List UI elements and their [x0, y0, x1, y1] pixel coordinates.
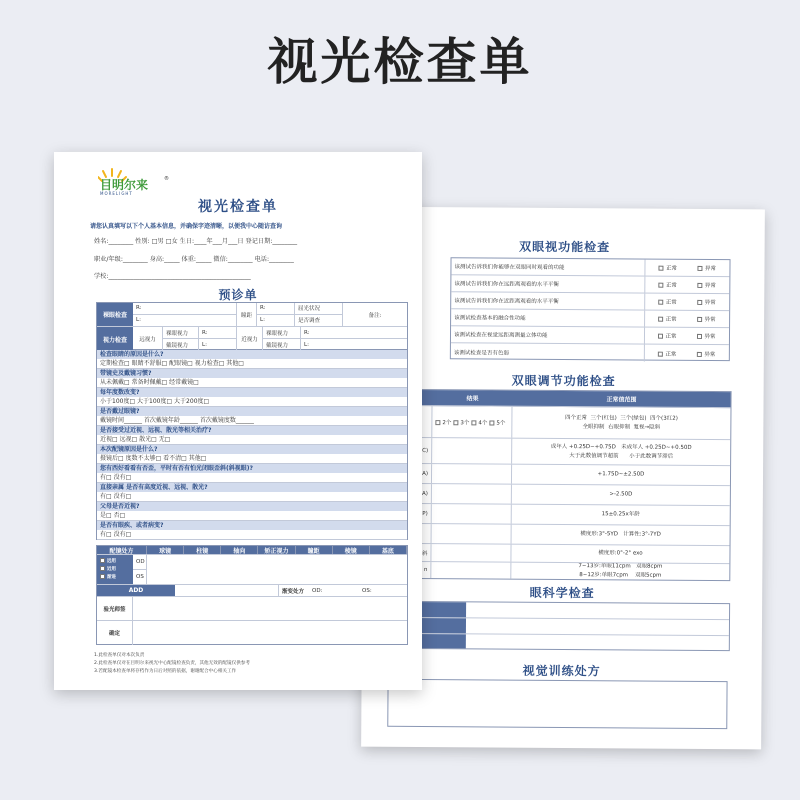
abnormal-checkbox[interactable]: [698, 264, 716, 272]
vision-training-title: 视觉训练处方: [522, 663, 601, 679]
accom-range: 横度形:3°-5YD 计算性:3°-7YD: [580, 531, 661, 538]
result-option-label: 4个: [478, 419, 488, 426]
rx-header: 棱镜: [333, 546, 370, 554]
ophthalmology-section-title: 眼科学检查: [529, 585, 595, 601]
normal-label: 正常: [665, 333, 677, 340]
registered-mark: ®: [164, 176, 169, 182]
answer-options[interactable]: 近视□ 远视□ 散光□ 无□: [100, 436, 171, 443]
vision-exam-table: [96, 302, 408, 350]
result-option-label: 5个: [496, 420, 506, 427]
answer-options[interactable]: 有□ 没有□: [100, 531, 132, 538]
prediagnosis-title: 预诊单: [218, 288, 258, 302]
question-text: 每年度数改变?: [97, 388, 407, 397]
question-text: 检查眼睛的原因是什么?: [97, 350, 407, 359]
accom-result[interactable]: [432, 524, 512, 544]
form-notice: 请您认真填写以下个人基本信息，并确保字迹清晰，以便我中心随访查询: [90, 223, 283, 230]
answer-options[interactable]: 小于100度□ 大于100度□ 大于200度□: [100, 398, 210, 405]
rx-os: OS: [136, 573, 144, 580]
result-option[interactable]: [435, 418, 451, 426]
os-label[interactable]: OS:: [362, 587, 372, 594]
accom-range: >-2.50D: [609, 491, 633, 498]
binocular-result: [645, 260, 729, 277]
far-vision: 远视力: [133, 327, 163, 351]
near-vision: 近视力: [237, 327, 263, 351]
normal-checkbox[interactable]: [659, 281, 677, 289]
rx-option[interactable]: [100, 566, 116, 574]
accom-left: P): [362, 504, 432, 523]
footnote-3: 3.若配镜本检查单将存档作为日后对照的依据，谢谢配合中心相关工作: [94, 669, 237, 674]
info-line-1[interactable]: 姓名:________ 性别: □男 □女 生日:____年___月___日 登记日期:________: [94, 238, 298, 245]
far-bare: 裸眼视力: [163, 327, 198, 339]
question-text: 直接亲属 是否有高度近视、远视、散光?: [97, 483, 407, 492]
near-l[interactable]: L:: [304, 342, 309, 348]
abnormal-label: 异常: [704, 299, 716, 307]
add-label: ADD: [97, 585, 175, 596]
question-block: [97, 350, 407, 369]
result-option[interactable]: [471, 418, 487, 426]
abnormal-checkbox[interactable]: [697, 332, 715, 340]
logo-text: 目明尔来: [100, 178, 149, 192]
accom-range: 四个正常 三个(红包) 三个(绿包) 四个(3红2) 全眼抑制 右眼抑制 复视→隐斜: [564, 414, 678, 431]
range-header: 正常值范围: [606, 396, 637, 404]
binocular-section-title: 双眼视功能检查: [519, 239, 611, 255]
pd-l[interactable]: L:: [260, 317, 265, 324]
result-header: 结果: [466, 395, 479, 403]
question-block: [97, 388, 407, 407]
question-block: [97, 521, 407, 540]
answer-options[interactable]: 是□ 否□: [100, 512, 126, 519]
accom-range: +1.75D~±2.50D: [597, 471, 645, 478]
normal-label: 正常: [665, 299, 677, 306]
abnormal-checkbox[interactable]: [698, 281, 716, 289]
form-title: 视光检查单: [198, 199, 278, 215]
binocular-result: [645, 345, 729, 363]
footnote-1: 1.此检查单仅对本次负责: [94, 653, 145, 658]
rx-option[interactable]: [100, 558, 116, 566]
binocular-row: [451, 326, 729, 345]
pre-row-label: 裸眼检查: [97, 303, 133, 326]
rx-option-label: 渐进: [107, 574, 116, 580]
pd-label: 瞳距: [237, 303, 257, 326]
answer-options[interactable]: 从未佩戴□ 常备时佩戴□ 经常戴镜□: [100, 379, 199, 386]
binocular-desc: 该测试告诉我们你能够在双眼同时观看的功能: [451, 258, 645, 275]
result-option-label: 3个: [460, 419, 470, 426]
pd-rx-label: 渐变处方: [282, 588, 305, 595]
normal-checkbox[interactable]: [658, 332, 676, 340]
vision-training-box[interactable]: [387, 679, 727, 729]
abnormal-label: 异常: [704, 282, 716, 290]
question-text: 本次配镜原因是什么?: [97, 445, 407, 454]
question-text: 是否戴过眼镜?: [97, 407, 407, 416]
normal-label: 正常: [665, 351, 677, 358]
add-value[interactable]: [175, 585, 279, 596]
rx-header: 柱镜: [184, 546, 221, 554]
question-block: [97, 464, 407, 483]
rx-header: 配镜处方: [97, 546, 147, 554]
normal-label: 正常: [665, 265, 677, 272]
question-text: 您有西好看看有否歪，平时有否有怕光闭眼歪斜(斜视眼)?: [97, 464, 407, 473]
info-line-2[interactable]: 职业/年级:________ 身高:_____ 体重:_____ 微信:________ 电话:________: [94, 256, 294, 263]
accom-range: 横度形:0°-2° exo: [598, 550, 643, 557]
page-title: 视光检查单: [267, 33, 533, 91]
pd-r[interactable]: R:: [257, 303, 294, 315]
refraction-status: 屈光状况: [295, 303, 342, 315]
far-l[interactable]: L:: [202, 342, 207, 348]
normal-label: 正常: [665, 316, 677, 323]
rx-option-label: 近用: [107, 566, 116, 572]
accom-result[interactable]: [431, 562, 511, 579]
pre-row-label: 视力检查: [97, 327, 133, 351]
question-text: 带镜史及戴镜习惯?: [97, 369, 407, 378]
binocular-desc: 该测试检查在视觉远距离测量立体功能: [451, 326, 645, 343]
question-block: [97, 407, 407, 426]
question-block: [97, 502, 407, 521]
result-option-label: 2个: [442, 419, 452, 426]
near-r[interactable]: R:: [301, 327, 407, 339]
question-text: 是否有眼疾、或者病变?: [97, 521, 407, 530]
abnormal-label: 异常: [704, 351, 716, 358]
question-block: [97, 369, 407, 388]
accom-range: 15±0.25x年龄: [601, 511, 640, 518]
questionnaire: [96, 350, 408, 540]
accommodation-section-title: 双眼调节功能检查: [511, 373, 616, 389]
question-block: [97, 445, 407, 464]
accom-left: n: [361, 562, 431, 578]
remark-label[interactable]: 备注:: [368, 312, 382, 319]
abnormal-checkbox[interactable]: [698, 298, 716, 306]
logo-subtext: MORELIGHT: [100, 191, 133, 196]
answer-options[interactable]: 摄镜后□ 度数不太够□ 看不清□ 其他□: [100, 455, 207, 462]
normal-checkbox[interactable]: [658, 349, 676, 357]
accom-range: 成年人 +0.25D~+0.75D 未成年人 +0.25D~+0.50D 大于此数值调节超前 小于此数调节滞后: [550, 443, 692, 460]
binocular-result: [645, 294, 729, 311]
rx-header: 瞳距: [296, 546, 333, 554]
answer-options[interactable]: 有□ 没有□: [100, 493, 132, 500]
accom-result[interactable]: [431, 544, 511, 562]
answer-options[interactable]: 戴镜时间______ 首次戴镜年龄______ 首次戴镜度数______: [100, 417, 254, 424]
binocular-result: [645, 277, 729, 294]
accom-result[interactable]: [432, 406, 512, 438]
binocular-result: [645, 311, 729, 328]
abnormal-checkbox[interactable]: [697, 349, 715, 357]
binocular-row: [451, 292, 729, 311]
binocular-result: [645, 328, 729, 345]
accom-left: C): [362, 438, 432, 463]
binocular-row: [451, 275, 729, 294]
near-bare: 裸眼视力: [263, 327, 300, 339]
accom-result[interactable]: [432, 464, 512, 484]
binocular-row: [451, 343, 729, 362]
accom-range: 7~13岁:单眼11cpm 双眼8cpm 8~12岁:单眼7cpm 双眼5cpm: [578, 563, 663, 579]
question-text: 是否接受过近视、远视、散光等相关治疗?: [97, 426, 407, 435]
question-block: [97, 426, 407, 445]
accom-left: A): [362, 464, 432, 483]
question-block: [97, 483, 407, 502]
binocular-desc: 该测试检查基本的融合性功能: [451, 309, 645, 326]
binocular-desc: 该测试告诉我们你在远距离观看的水平平衡: [451, 275, 645, 292]
near-glasses: 戴镜视力: [266, 343, 289, 349]
binocular-row: [451, 309, 729, 328]
binocular-table: [450, 257, 731, 361]
rx-option-label: 远用: [107, 558, 116, 564]
normal-label: 正常: [665, 282, 677, 289]
rx-header: 基底: [370, 546, 407, 554]
accom-left: A): [362, 484, 432, 503]
result-option[interactable]: [489, 418, 505, 426]
normal-checkbox[interactable]: [659, 315, 677, 323]
accom-left: 斜: [361, 544, 431, 561]
rx-values-area[interactable]: [147, 555, 407, 584]
abnormal-label: 异常: [704, 316, 716, 324]
abnormal-label: 异常: [704, 333, 716, 341]
binocular-desc: 该测试检查是否有色弱: [451, 343, 645, 361]
abnormal-checkbox[interactable]: [698, 315, 716, 323]
answer-options[interactable]: 定期检查□ 眼睛不舒服□ 配眼镜□ 视力检查□ 其他□: [100, 360, 244, 367]
far-r[interactable]: R:: [199, 327, 236, 339]
abnormal-label: 异常: [704, 265, 716, 273]
question-text: 父母是否近视?: [97, 502, 407, 511]
info-line-3[interactable]: 学校:______________________________________________: [94, 273, 251, 280]
normal-checkbox[interactable]: [659, 298, 677, 306]
answer-options[interactable]: 有□ 没有□: [100, 474, 132, 481]
confirm-label: 确定: [97, 621, 133, 645]
examiner-label: 验光师签: [97, 597, 133, 620]
prescription-table: [96, 545, 408, 645]
binocular-desc: 该测试告诉我们你在近距离观看的水平平衡: [451, 292, 645, 309]
rx-header: 轴向: [221, 546, 258, 554]
accom-result[interactable]: [432, 504, 512, 524]
adjust-check: 是否调查: [298, 318, 321, 325]
far-glasses: 戴镜视力: [166, 343, 189, 349]
result-option[interactable]: [453, 418, 469, 426]
bare-l[interactable]: L:: [136, 317, 141, 324]
normal-checkbox[interactable]: [659, 264, 677, 272]
accom-result[interactable]: [432, 484, 512, 504]
bare-r[interactable]: R:: [133, 303, 236, 315]
binocular-row: [451, 258, 729, 277]
rx-od: OD: [133, 555, 146, 570]
od-label[interactable]: OD:: [312, 587, 323, 594]
rx-option[interactable]: [100, 574, 116, 582]
footnote-2: 2.此检查单仅对在目明尔来视光中心配镜检查负责，其他无效的配镜仅供参考: [94, 661, 250, 666]
optometry-form-sheet: [54, 152, 422, 690]
rx-header: 球镜: [147, 546, 184, 554]
rx-header: 矫正视力: [258, 546, 295, 554]
accom-result[interactable]: [432, 438, 512, 464]
